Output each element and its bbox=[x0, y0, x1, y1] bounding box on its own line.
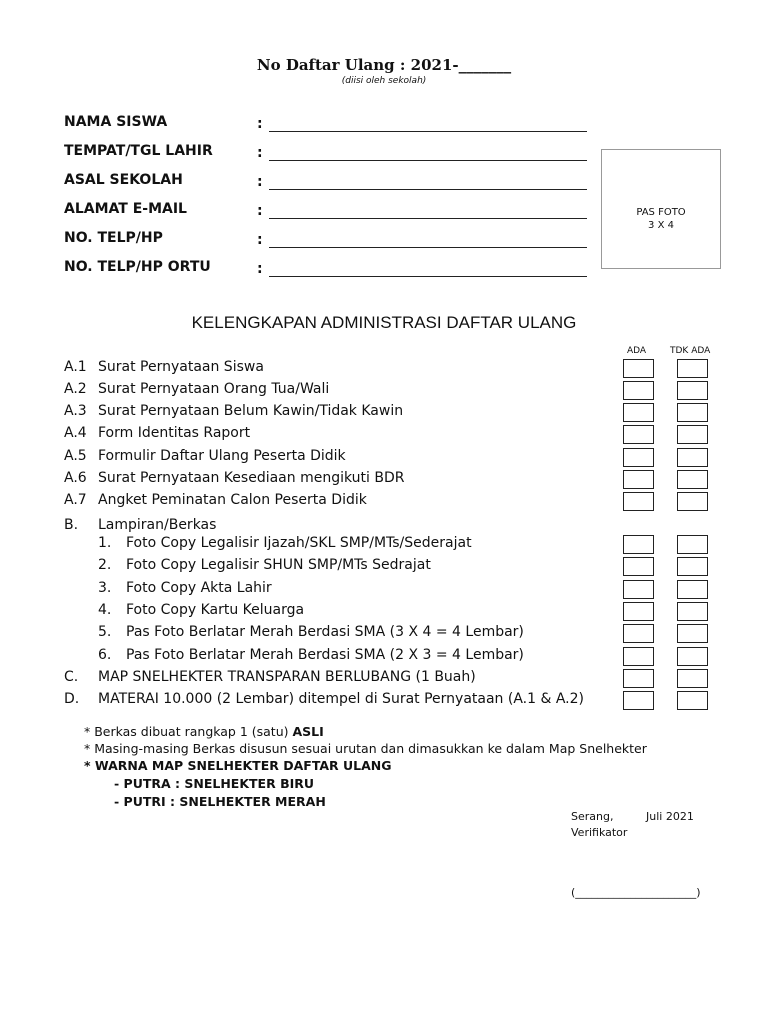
note-3-text: * WARNA MAP SNELHEKTER DAFTAR ULANG bbox=[84, 758, 392, 773]
checkbox-ada[interactable] bbox=[623, 557, 654, 576]
item-number: 3. bbox=[98, 580, 112, 596]
item-code: A.1 bbox=[64, 359, 87, 375]
field-label-nama-siswa: NAMA SISWA bbox=[64, 114, 168, 130]
signature-date: Juli 2021 bbox=[646, 810, 694, 823]
checkbox-ada[interactable] bbox=[623, 691, 654, 710]
signature-role: Verifikator bbox=[571, 826, 628, 839]
field-line-no-telp-hp[interactable] bbox=[269, 247, 587, 248]
checkbox-tdk-ada[interactable] bbox=[677, 602, 708, 621]
item-code: A.5 bbox=[64, 448, 87, 464]
field-label-no-telp-hp: NO. TELP/HP bbox=[64, 230, 163, 246]
item-code: A.7 bbox=[64, 492, 87, 508]
item-text: Angket Peminatan Calon Peserta Didik bbox=[98, 492, 367, 508]
note-3 bbox=[84, 758, 392, 773]
item-code: C. bbox=[64, 669, 79, 685]
column-header-ada: ADA bbox=[627, 346, 647, 356]
item-text: Lampiran/Berkas bbox=[98, 517, 217, 533]
item-text: MAP SNELHEKTER TRANSPARAN BERLUBANG (1 Buah) bbox=[98, 669, 476, 685]
checkbox-tdk-ada[interactable] bbox=[677, 647, 708, 666]
column-header-tdk-ada: TDK ADA bbox=[670, 346, 711, 356]
photo-placeholder bbox=[601, 149, 721, 269]
item-number: 1. bbox=[98, 535, 112, 551]
field-line-nama-siswa[interactable] bbox=[269, 131, 587, 132]
field-line-tempat-tgl-lahir[interactable] bbox=[269, 160, 587, 161]
item-code: D. bbox=[64, 691, 80, 707]
field-line-asal-sekolah[interactable] bbox=[269, 189, 587, 190]
item-number: 2. bbox=[98, 557, 112, 573]
photo-size: 3 X 4 bbox=[648, 220, 674, 231]
field-label-asal-sekolah: ASAL SEKOLAH bbox=[64, 172, 183, 188]
field-colon: : bbox=[257, 116, 263, 132]
item-code: B. bbox=[64, 517, 79, 533]
checkbox-tdk-ada[interactable] bbox=[677, 624, 708, 643]
checkbox-ada[interactable] bbox=[623, 359, 654, 378]
item-number: 6. bbox=[98, 647, 112, 663]
note-1-bold: ASLI bbox=[292, 724, 324, 739]
checkbox-tdk-ada[interactable] bbox=[677, 470, 708, 489]
item-text: Foto Copy Legalisir Ijazah/SKL SMP/MTs/Sederajat bbox=[126, 535, 472, 551]
item-text: Formulir Daftar Ulang Peserta Didik bbox=[98, 448, 346, 464]
item-code: A.2 bbox=[64, 381, 87, 397]
checkbox-ada[interactable] bbox=[623, 403, 654, 422]
item-number: 5. bbox=[98, 624, 112, 640]
note-1 bbox=[84, 724, 324, 739]
note-2: * Masing-masing Berkas disusun sesuai urutan dan dimasukkan ke dalam Map Snelhekter bbox=[84, 741, 647, 756]
item-text: Surat Pernyataan Kesediaan mengikuti BDR bbox=[98, 470, 405, 486]
checkbox-tdk-ada[interactable] bbox=[677, 359, 708, 378]
item-text: Pas Foto Berlatar Merah Berdasi SMA (2 X 3 = 4 Lembar) bbox=[126, 647, 524, 663]
checkbox-tdk-ada[interactable] bbox=[677, 425, 708, 444]
item-text: MATERAI 10.000 (2 Lembar) ditempel di Surat Pernyataan (A.1 & A.2) bbox=[98, 691, 584, 707]
note-3-putra: - PUTRA : SNELHEKTER BIRU bbox=[114, 776, 315, 791]
checkbox-tdk-ada[interactable] bbox=[677, 580, 708, 599]
field-line-no-telp-hp-ortu[interactable] bbox=[269, 276, 587, 277]
checkbox-tdk-ada[interactable] bbox=[677, 535, 708, 554]
field-label-no-telp-hp-ortu: NO. TELP/HP ORTU bbox=[64, 259, 211, 275]
item-text: Foto Copy Legalisir SHUN SMP/MTs Sedrajat bbox=[126, 557, 431, 573]
checkbox-ada[interactable] bbox=[623, 492, 654, 511]
field-label-alamat-email: ALAMAT E-MAIL bbox=[64, 201, 187, 217]
photo-label: PAS FOTO bbox=[636, 207, 686, 218]
checkbox-ada[interactable] bbox=[623, 470, 654, 489]
checkbox-ada[interactable] bbox=[623, 602, 654, 621]
item-text: Surat Pernyataan Orang Tua/Wali bbox=[98, 381, 330, 397]
checkbox-tdk-ada[interactable] bbox=[677, 492, 708, 511]
checkbox-ada[interactable] bbox=[623, 425, 654, 444]
checkbox-ada[interactable] bbox=[623, 448, 654, 467]
checkbox-ada[interactable] bbox=[623, 624, 654, 643]
item-text: Pas Foto Berlatar Merah Berdasi SMA (3 X 4 = 4 Lembar) bbox=[126, 624, 524, 640]
checkbox-ada[interactable] bbox=[623, 535, 654, 554]
field-label-tempat-tgl-lahir: TEMPAT/TGL LAHIR bbox=[64, 143, 213, 159]
item-code: A.6 bbox=[64, 470, 87, 486]
checkbox-tdk-ada[interactable] bbox=[677, 403, 708, 422]
page-title: No Daftar Ulang : 2021-_______ bbox=[256, 56, 512, 74]
list-item-b bbox=[0, 517, 768, 537]
checkbox-ada[interactable] bbox=[623, 669, 654, 688]
note-1-text: * Berkas dibuat rangkap 1 (satu) bbox=[84, 724, 293, 739]
item-code: A.3 bbox=[64, 403, 87, 419]
page-subtitle: (diisi oleh sekolah) bbox=[341, 76, 427, 86]
checkbox-tdk-ada[interactable] bbox=[677, 448, 708, 467]
item-text: Foto Copy Kartu Keluarga bbox=[126, 602, 305, 618]
item-text: Foto Copy Akta Lahir bbox=[126, 580, 272, 596]
signature-place: Serang, bbox=[571, 810, 614, 823]
checkbox-tdk-ada[interactable] bbox=[677, 557, 708, 576]
field-colon: : bbox=[257, 232, 263, 248]
checkbox-tdk-ada[interactable] bbox=[677, 381, 708, 400]
checkbox-ada[interactable] bbox=[623, 580, 654, 599]
item-number: 4. bbox=[98, 602, 112, 618]
checkbox-ada[interactable] bbox=[623, 381, 654, 400]
checkbox-tdk-ada[interactable] bbox=[677, 669, 708, 688]
checkbox-ada[interactable] bbox=[623, 647, 654, 666]
item-code: A.4 bbox=[64, 425, 87, 441]
note-3-putri: - PUTRI : SNELHEKTER MERAH bbox=[114, 794, 326, 809]
field-colon: : bbox=[257, 203, 263, 219]
field-colon: : bbox=[257, 174, 263, 190]
item-text: Form Identitas Raport bbox=[98, 425, 251, 441]
field-colon: : bbox=[257, 145, 263, 161]
section-title: KELENGKAPAN ADMINISTRASI DAFTAR ULANG bbox=[191, 313, 577, 332]
signature-line[interactable]: (______________________) bbox=[571, 886, 701, 899]
field-line-alamat-email[interactable] bbox=[269, 218, 587, 219]
item-text: Surat Pernyataan Siswa bbox=[98, 359, 264, 375]
checkbox-tdk-ada[interactable] bbox=[677, 691, 708, 710]
field-colon: : bbox=[257, 261, 263, 277]
item-text: Surat Pernyataan Belum Kawin/Tidak Kawin bbox=[98, 403, 404, 419]
